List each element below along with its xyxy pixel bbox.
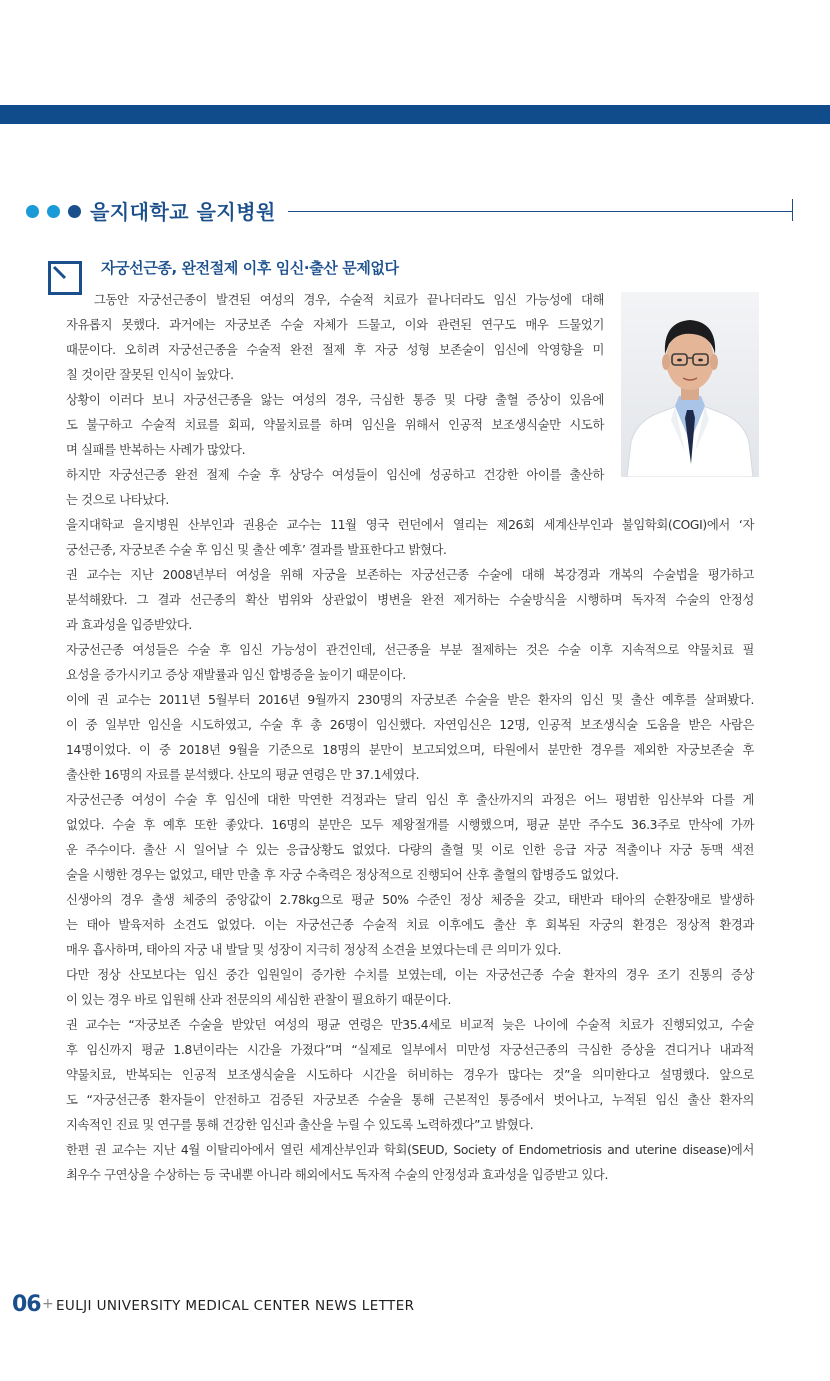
article-paragraph: 다만 정상 산모보다는 임신 중간 입원일이 증가한 수치를 보였는데, 이는 자궁선근종 수술 환자의 경우 조기 진통의 증상 이 있는 경우 바로 입원해 산과 전문의의 세심한 관찰이 필요하기 때문이다. bbox=[66, 968, 754, 1007]
article-paragraph: 자궁선근종 여성들은 수술 후 임신 가능성이 관건인데, 선근종을 부분 절제하는 것은 수술 이후 지속적으로 약물치료 필 요성을 증가시키고 증상 재발률과 임신 합병증을 높이기 때문이다. bbox=[66, 643, 754, 682]
section-divider bbox=[288, 211, 792, 212]
article-paragraph: 상황이 이러다 보니 자궁선근종을 앓는 여성의 경우, 극심한 통증 및 다량 출혈 증상이 있음에 도 불구하고 수술적 치료를 회피, 약물치료를 하며 임신을 위해서 인공적 보조생식술만 시도하 며 실패를 반복하는 사례가 많았다. bbox=[66, 393, 604, 457]
article-paragraph: 이에 권 교수는 2011년 5월부터 2016년 9월까지 230명의 자궁보존 수술을 받은 환자의 임신 및 출산 예후를 살펴봤다. 이 중 일부만 임신을 시도하였고, 수술 후 총 26명이 임신했다. 자연임신은 12명, 인공적 보조생식술 도움을 받은 사람은 14명이었다. 이 중 2018년 9월을 기준으로 18명의 분만이 보고되었으며, 타원에서 분만한 경우를 제외한 자궁보존술 후 출산한 16명의 자료를 분석했다. 산모의 평균 연령은 만 37.1세였다. bbox=[66, 693, 754, 782]
bullet-dot-icon bbox=[68, 205, 81, 218]
header-band bbox=[0, 105, 830, 124]
bullet-dot-icon bbox=[47, 205, 60, 218]
article-paragraph: 권 교수는 지난 2008년부터 여성을 위해 자궁을 보존하는 자궁선근종 수술에 대해 복강경과 개복의 수술법을 평가하고 분석해왔다. 그 결과 선근종의 확산 범위와 상관없이 병변을 완전 제거하는 수술방식을 시행하며 독자적 수술의 안정성 과 효과성을 입증받았다. bbox=[66, 568, 754, 632]
article-paragraph: 권 교수는 “자궁보존 수술을 받았던 여성의 평균 연령은 만35.4세로 비교적 늦은 나이에 수술적 치료가 진행되었고, 수술 후 임신까지 평균 1.8년이라는 시간을 가졌다”며 “실제로 일부에서 미만성 자궁선근종의 극심한 증상을 견디거나 내과적 약물치료, 반복되는 인공적 보조생식술을 시도하다 시간을 허비하는 경우가 많다는 것”을 의미한다고 설명했다. 앞으로 도 “자궁선근종 환자들이 안전하고 검증된 자궁보존 수술을 통해 근본적인 통증에서 벗어나고, 누적된 임신 출산 환자의 지속적인 진료 및 연구를 통해 건강한 임신과 출산을 누릴 수 있도록 노력하겠다”고 밝혔다. bbox=[66, 1018, 754, 1132]
article-headline: 자궁선근종, 완전절제 이후 임신·출산 문제없다 bbox=[101, 259, 399, 277]
article-paragraph: 하지만 자궁선근종 완전 절제 수술 후 상당수 여성들이 임신에 성공하고 건강한 아이를 출산하 는 것으로 나타났다. bbox=[66, 468, 604, 507]
footer-separator: + bbox=[42, 1296, 54, 1312]
article-paragraph: 자궁선근종 여성이 수술 후 임신에 대한 막연한 걱정과는 달리 임신 후 출산까지의 과정은 어느 평범한 임산부와 다를 게 없었다. 수술 후 예후 또한 좋았다. 16명의 분만은 모두 제왕절개를 시행했으며, 평균 분만 주수도 36.3주로 만삭에 가까 운 주수이다. 출산 시 일어날 수 있는 응급상황도 없었다. 다량의 출혈 및 이로 인한 응급 자궁 적출이나 자궁 동맥 색전 술을 시행한 경우는 없었고, 태만 만출 후 자궁 수축력은 정상적으로 진행되어 산후 출혈의 합병증도 없었다. bbox=[66, 793, 754, 882]
article-paragraph: 그동안 자궁선근종이 발견된 여성의 경우, 수술적 치료가 끝나더라도 임신 가능성에 대해 자유롭지 못했다. 과거에는 자궁보존 수술 자체가 드물고, 이와 관련된 연구도 매우 드물었기 때문이다. 오히려 자궁선근종을 수술적 완전 절제 후 자궁 성형 보존술이 임신에 악영향을 미 칠 것이란 잘못된 인식이 높았다. bbox=[66, 293, 604, 382]
article-paragraph: 을지대학교 을지병원 산부인과 권용순 교수는 11월 영국 런던에서 열리는 제26회 세계산부인과 불임학회(COGI)에서 ‘자 궁선근종, 자궁보존 수술 후 임신 및 출산 예후’ 결과를 발표한다고 밝혔다. bbox=[66, 518, 754, 557]
article-paragraph: 신생아의 경우 출생 체중의 중앙값이 2.78kg으로 평균 50% 수준인 정상 체중을 갖고, 태반과 태아의 순환장애로 발생하 는 태아 발육저하 소견도 없었다. 이는 자궁선근종 수술적 치료 이후에도 출산 후 회복된 자궁의 환경은 정상적 환경과 매우 흡사하며, 태아의 자궁 내 발달 및 성장이 지극히 정상적 소견을 보였다는데 큰 의미가 있다. bbox=[66, 893, 754, 957]
newsletter-title: EULJI UNIVERSITY MEDICAL CENTER NEWS LETTER bbox=[56, 1298, 415, 1314]
doctor-portrait-photo bbox=[621, 292, 759, 477]
page-number: 06 bbox=[12, 1292, 41, 1317]
section-title: 을지대학교 을지병원 bbox=[90, 200, 276, 224]
section-header bbox=[26, 196, 796, 226]
section-divider-end bbox=[792, 199, 793, 221]
article-paragraph: 한편 권 교수는 지난 4월 이탈리아에서 열린 세계산부인과 학회(SEUD, Society of Endometriosis and uterine disease)에서 최우수 구연상을 수상하는 등 국내뿐 아니라 해외에서도 독자적 수술의 안정성과 효과성을 입증받고 있다. bbox=[66, 1143, 754, 1182]
bullet-dot-icon bbox=[26, 205, 39, 218]
